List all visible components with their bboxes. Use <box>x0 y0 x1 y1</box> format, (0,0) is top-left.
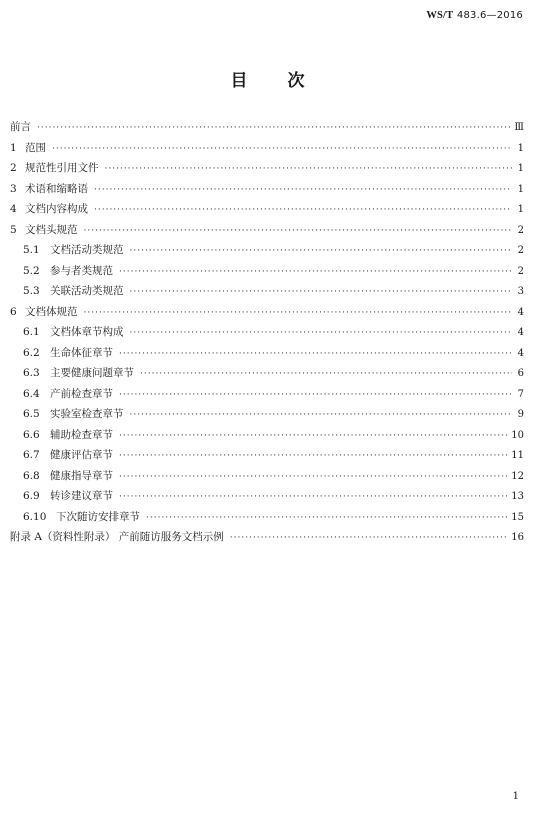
toc-entry-page: 6 <box>517 368 524 379</box>
toc-entry[interactable] <box>10 201 524 222</box>
toc-entry-page: Ⅲ <box>514 122 524 133</box>
toc-leader-dots <box>94 185 512 195</box>
toc-entry-number: 3 <box>10 182 17 195</box>
toc-entry-page: 1 <box>517 142 524 154</box>
toc-entry-page: 11 <box>511 450 524 461</box>
toc-entry-label: 关联活动类规范 <box>50 285 124 297</box>
toc-title-char-1: 目 <box>230 71 248 91</box>
toc-entry[interactable] <box>10 345 524 366</box>
toc-leader-dots <box>119 472 507 482</box>
toc-entry[interactable] <box>10 447 524 468</box>
toc-entry-page: 2 <box>517 224 524 236</box>
toc-entry-number: 5.3 <box>23 285 40 297</box>
page-number: 1 <box>512 791 519 802</box>
toc-entry-number: 6.7 <box>23 449 40 461</box>
toc-entry[interactable] <box>10 140 524 161</box>
toc-entry[interactable] <box>10 386 524 407</box>
toc-leader-dots <box>230 533 508 543</box>
table-of-contents <box>10 119 524 550</box>
toc-entry-page: 10 <box>511 429 524 441</box>
toc-title-char-2: 次 <box>287 71 305 91</box>
toc-leader-dots <box>130 287 513 297</box>
toc-entry-number: 5 <box>10 223 17 236</box>
toc-leader-dots <box>119 267 512 277</box>
toc-entry-number: 5.2 <box>23 264 40 277</box>
toc-entry[interactable] <box>10 242 524 263</box>
toc-entry-page: 13 <box>511 491 524 502</box>
toc-leader-dots <box>52 144 512 154</box>
toc-entry-label: 文档头规范 <box>25 223 78 236</box>
toc-leader-dots <box>105 164 513 174</box>
toc-entry-label: 前言 <box>10 121 31 133</box>
toc-entry-label: 实验室检查章节 <box>50 408 124 420</box>
toc-entry[interactable] <box>10 488 524 509</box>
toc-entry-page: 2 <box>517 245 524 256</box>
toc-entry-page: 1 <box>517 204 524 215</box>
toc-entry[interactable] <box>10 222 524 243</box>
toc-leader-dots <box>130 410 513 420</box>
toc-leader-dots <box>84 226 513 236</box>
toc-leader-dots <box>146 513 507 523</box>
toc-entry-number: 6 <box>10 305 17 318</box>
toc-entry[interactable] <box>10 509 524 530</box>
toc-entry-number: 1 <box>10 141 17 154</box>
toc-entry[interactable] <box>10 160 524 181</box>
toc-entry-label: 生命体征章节 <box>50 346 113 359</box>
toc-entry-number: 5.1 <box>23 244 40 256</box>
toc-entry[interactable] <box>10 181 524 202</box>
standard-number: 483.6—2016 <box>456 10 523 21</box>
toc-entry-number: 6.3 <box>23 367 40 379</box>
toc-entry-page: 16 <box>511 532 524 543</box>
toc-entry-page: 3 <box>517 286 524 297</box>
toc-leader-dots <box>119 349 512 359</box>
toc-entry-number: 6.6 <box>23 428 40 441</box>
toc-leader-dots <box>130 328 513 338</box>
toc-leader-dots <box>37 123 510 133</box>
toc-leader-dots <box>94 205 512 215</box>
toc-entry-page: 7 <box>517 388 524 400</box>
toc-entry[interactable] <box>10 283 524 304</box>
toc-entry[interactable] <box>10 263 524 284</box>
toc-entry-number: 6.1 <box>23 326 40 338</box>
toc-entry-number: 6.10 <box>23 510 47 523</box>
toc-entry-label: 附录 A（资料性附录） 产前随访服务文档示例 <box>10 531 224 543</box>
toc-entry-label: 文档活动类规范 <box>50 244 124 256</box>
toc-entry-label: 术语和缩略语 <box>25 182 88 195</box>
toc-entry[interactable] <box>10 324 524 345</box>
toc-entry-number: 6.5 <box>23 408 40 420</box>
toc-entry-page: 4 <box>517 347 524 359</box>
toc-leader-dots <box>119 390 512 400</box>
toc-entry-label: 下次随访安排章节 <box>56 510 140 523</box>
toc-entry-page: 2 <box>517 265 524 277</box>
toc-entry-number: 4 <box>10 203 17 215</box>
toc-entry-number: 6.4 <box>23 387 40 400</box>
toc-leader-dots <box>119 451 507 461</box>
toc-entry-label: 规范性引用文件 <box>25 162 99 174</box>
toc-title <box>0 66 535 91</box>
toc-entry[interactable] <box>10 427 524 448</box>
toc-entry-label: 主要健康问题章节 <box>50 367 134 379</box>
toc-entry-page: 12 <box>511 470 524 482</box>
toc-entry-label: 文档内容构成 <box>25 203 88 215</box>
toc-entry[interactable] <box>10 529 524 550</box>
toc-entry-label: 辅助检查章节 <box>50 428 113 441</box>
toc-entry[interactable] <box>10 406 524 427</box>
toc-entry-label: 参与者类规范 <box>50 264 113 277</box>
standard-prefix: WS/T <box>426 10 454 21</box>
toc-leader-dots <box>119 431 507 441</box>
toc-entry-page: 4 <box>517 327 524 338</box>
toc-entry[interactable] <box>10 365 524 386</box>
toc-leader-dots <box>119 492 507 502</box>
toc-entry-label: 产前检查章节 <box>50 387 113 400</box>
toc-entry-label: 转诊建议章节 <box>50 490 113 502</box>
toc-entry-page: 4 <box>517 306 524 318</box>
toc-entry-label: 健康指导章节 <box>50 469 113 482</box>
toc-entry-label: 健康评估章节 <box>50 449 113 461</box>
toc-entry-number: 6.2 <box>23 346 40 359</box>
toc-entry[interactable] <box>10 304 524 325</box>
toc-entry-label: 文档体规范 <box>25 305 78 318</box>
standard-code <box>426 9 523 21</box>
toc-entry-page: 15 <box>511 511 524 523</box>
toc-leader-dots <box>84 308 513 318</box>
toc-entry-page: 1 <box>517 183 524 195</box>
toc-entry[interactable] <box>10 119 524 140</box>
toc-leader-dots <box>130 246 513 256</box>
toc-leader-dots <box>140 369 512 379</box>
toc-entry-page: 9 <box>517 409 524 420</box>
toc-entry-number: 2 <box>10 162 17 174</box>
toc-entry-label: 范围 <box>25 141 46 154</box>
toc-entry-number: 6.9 <box>23 490 40 502</box>
toc-entry-label: 文档体章节构成 <box>50 326 124 338</box>
toc-entry[interactable] <box>10 468 524 489</box>
toc-entry-page: 1 <box>517 163 524 174</box>
toc-entry-number: 6.8 <box>23 469 40 482</box>
